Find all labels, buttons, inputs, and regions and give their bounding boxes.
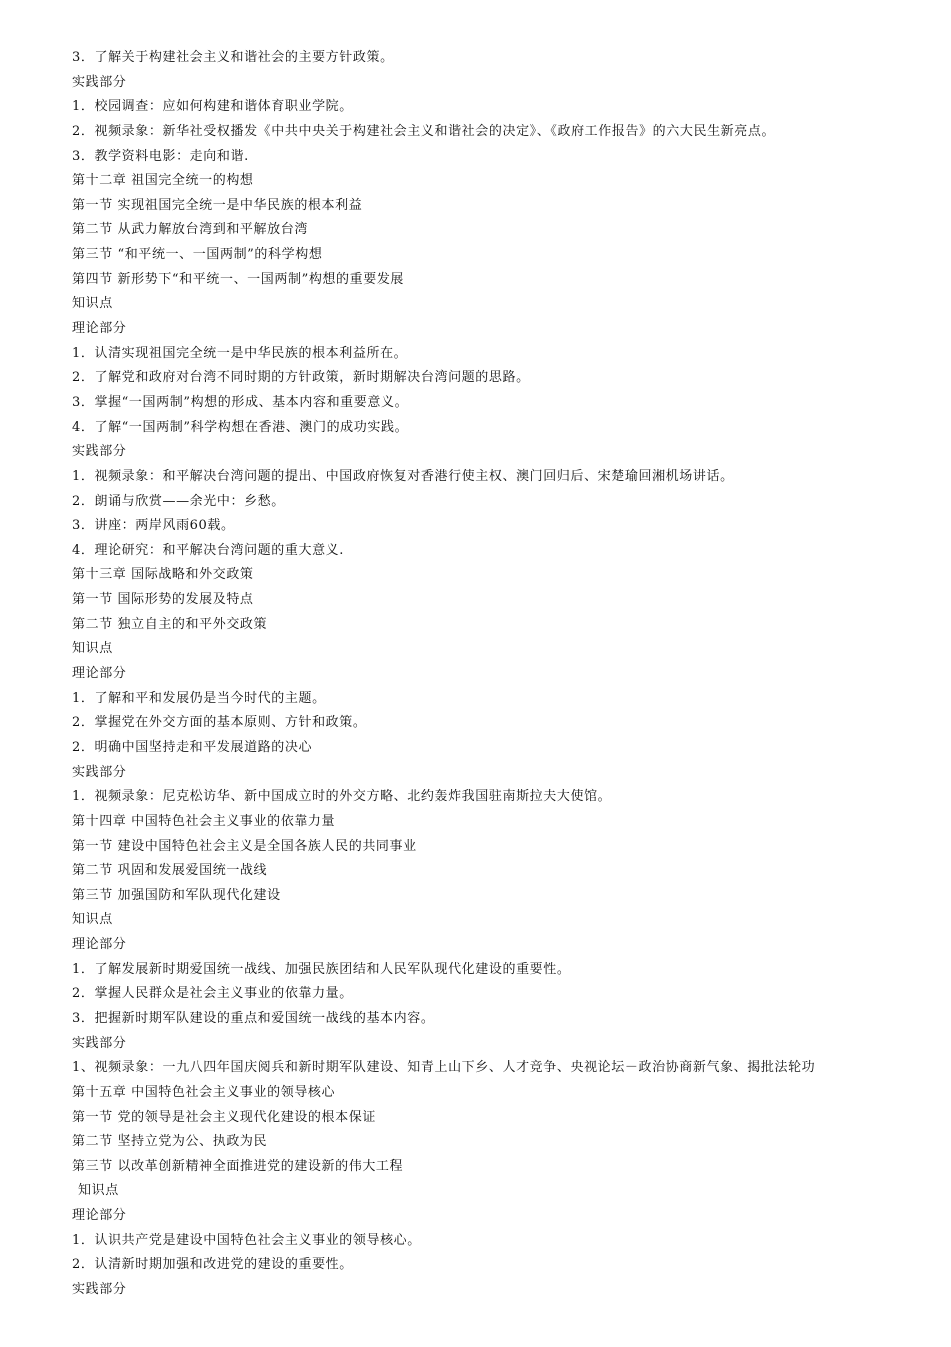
text-line: 1．认识共产党是建设中国特色社会主义事业的领导核心。 (72, 1232, 421, 1248)
text-line: 1．了解发展新时期爱国统一战线、加强民族团结和人民军队现代化建设的重要性。 (72, 961, 571, 977)
section-label: 理论部分 (72, 937, 127, 953)
section-heading: 第一节 党的领导是社会主义现代化建设的根本保证 (72, 1109, 376, 1125)
section-heading: 第四节 新形势下“和平统一、一国两制”构想的重要发展 (72, 271, 405, 287)
text-line: 1、视频录象：一九八四年国庆阅兵和新时期军队建设、知青上山下乡、人才竞争、央视论坛－政治协商新气象、揭批法轮功 (72, 1060, 816, 1076)
text-line: 3．了解关于构建社会主义和谐社会的主要方针政策。 (72, 50, 394, 65)
text-line: 3．讲座：两岸风雨60载。 (72, 518, 235, 534)
text-line: 2．朗诵与欣赏——余光中：乡愁。 (72, 493, 285, 509)
text-line: 2．掌握人民群众是社会主义事业的依靠力量。 (72, 986, 353, 1002)
section-label: 理论部分 (72, 321, 127, 337)
text-line: 1．校园调查：应如何构建和谐体育职业学院。 (72, 99, 353, 115)
section-label: 知识点 (72, 912, 113, 928)
section-heading: 第一节 实现祖国完全统一是中华民族的根本利益 (72, 197, 363, 213)
section-heading: 第二节 从武力解放台湾到和平解放台湾 (72, 222, 308, 238)
text-line: 1．了解和平和发展仍是当今时代的主题。 (72, 690, 326, 706)
section-heading: 第三节 “和平统一、一国两制”的科学构想 (72, 247, 323, 263)
section-label: 知识点 (72, 296, 113, 312)
section-label: 实践部分 (72, 1282, 127, 1298)
chapter-heading: 第十五章 中国特色社会主义事业的领导核心 (72, 1084, 336, 1100)
document-page (72, 46, 932, 1303)
text-line: 3．教学资料电影：走向和谐. (72, 148, 249, 164)
chapter-heading: 第十四章 中国特色社会主义事业的依靠力量 (72, 813, 336, 829)
section-heading: 第三节 加强国防和军队现代化建设 (72, 887, 281, 903)
section-heading: 第二节 坚持立党为公、执政为民 (72, 1134, 268, 1150)
text-line: 1．视频录象：和平解决台湾问题的提出、中国政府恢复对香港行使主权、澳门回归后、宋楚瑜回湘机场讲话。 (72, 468, 734, 484)
chapter-heading: 第十二章 祖国完全统一的构想 (72, 173, 254, 189)
section-label: 实践部分 (72, 444, 127, 460)
section-label: 知识点 (72, 641, 113, 657)
text-line: 3．掌握“一国两制”构想的形成、基本内容和重要意义。 (72, 394, 409, 410)
text-line: 2．了解党和政府对台湾不同时期的方针政策，新时期解决台湾问题的思路。 (72, 370, 530, 386)
section-heading: 第二节 巩固和发展爱国统一战线 (72, 863, 268, 879)
text-line: 3．把握新时期军队建设的重点和爱国统一战线的基本内容。 (72, 1010, 435, 1026)
text-line: 4．理论研究：和平解决台湾问题的重大意义. (72, 542, 345, 558)
text-line: 1．视频录象：尼克松访华、新中国成立时的外交方略、北约轰炸我国驻南斯拉夫大使馆。 (72, 789, 612, 805)
text-line: 2．视频录象：新华社受权播发《中共中央关于构建社会主义和谐社会的决定》、《政府工作报告》的六大民生新亮点。 (72, 123, 776, 139)
section-label: 知识点 (78, 1183, 119, 1199)
section-heading: 第一节 建设中国特色社会主义是全国各族人民的共同事业 (72, 838, 417, 854)
section-label: 实践部分 (72, 1035, 127, 1051)
section-label: 理论部分 (72, 1208, 127, 1224)
text-line: 2．明确中国坚持走和平发展道路的决心 (72, 739, 313, 755)
chapter-heading: 第十三章 国际战略和外交政策 (72, 567, 254, 583)
section-heading: 第二节 独立自主的和平外交政策 (72, 616, 268, 632)
text-line: 4．了解“一国两制”科学构想在香港、澳门的成功实践。 (72, 419, 409, 435)
section-label: 实践部分 (72, 764, 127, 780)
section-heading: 第三节 以改革创新精神全面推进党的建设新的伟大工程 (72, 1158, 404, 1174)
text-line: 2．掌握党在外交方面的基本原则、方针和政策。 (72, 715, 367, 731)
text-line: 2．认清新时期加强和改进党的建设的重要性。 (72, 1257, 353, 1273)
section-label: 实践部分 (72, 74, 127, 90)
section-label: 理论部分 (72, 666, 127, 682)
text-line: 1．认清实现祖国完全统一是中华民族的根本利益所在。 (72, 345, 408, 361)
section-heading: 第一节 国际形势的发展及特点 (72, 592, 254, 608)
